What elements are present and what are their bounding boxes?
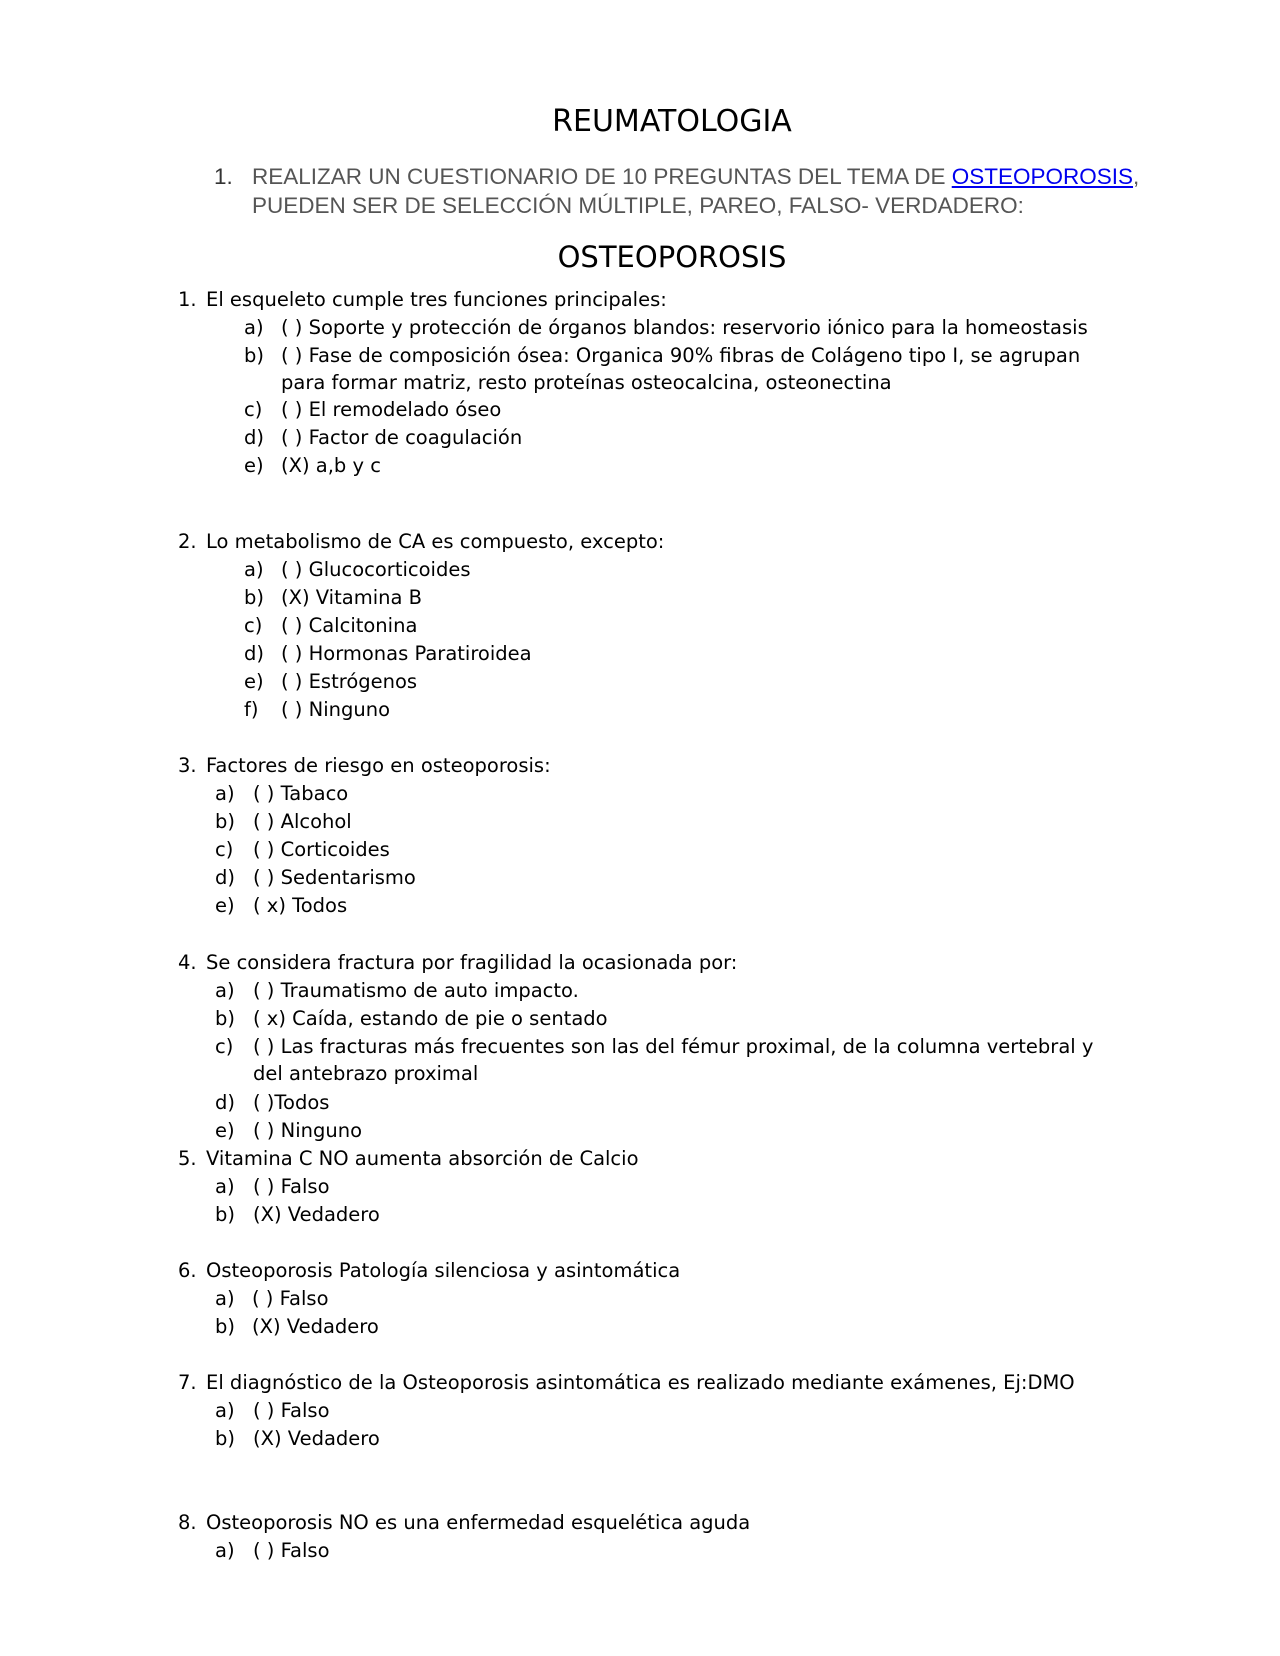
option-text: ( x) Caída, estando de pie o sentado bbox=[253, 1007, 608, 1030]
option-text: ( ) Falso bbox=[253, 1399, 330, 1422]
option-text: ( ) Hormonas Paratiroidea bbox=[281, 642, 532, 665]
option-text: ( ) Ninguno bbox=[281, 698, 391, 721]
question-number: 5. bbox=[178, 1147, 197, 1170]
option-letter: d) bbox=[215, 1091, 235, 1114]
option-letter: e) bbox=[215, 1119, 235, 1142]
option-letter: a) bbox=[244, 558, 264, 581]
question-text: Se considera fractura por fragilidad la ocasionada por: bbox=[206, 951, 738, 974]
option-text: ( ) Sedentarismo bbox=[253, 866, 416, 889]
option-letter: e) bbox=[244, 454, 264, 477]
option-text: (X) Vitamina B bbox=[281, 586, 422, 609]
option-text: (X) Vedadero bbox=[253, 1427, 380, 1450]
option-letter: a) bbox=[244, 316, 264, 339]
option-text: ( ) Falso bbox=[253, 1539, 330, 1562]
question-number: 4. bbox=[178, 951, 197, 974]
question-number: 8. bbox=[178, 1511, 197, 1534]
option-letter: a) bbox=[215, 1175, 235, 1198]
option-letter: b) bbox=[244, 586, 264, 609]
option-text: ( ) Corticoides bbox=[253, 838, 390, 861]
option-letter: c) bbox=[215, 1035, 234, 1058]
instruction-before-link: REALIZAR UN CUESTIONARIO DE 10 PREGUNTAS DEL TEMA DE bbox=[252, 164, 952, 189]
option-text: ( ) Falso bbox=[253, 1175, 330, 1198]
option-letter: d) bbox=[244, 642, 264, 665]
option-text: ( x) Todos bbox=[253, 894, 348, 917]
option-letter: e) bbox=[244, 670, 264, 693]
osteoporosis-link[interactable]: OSTEOPOROSIS bbox=[951, 164, 1134, 189]
question-text: Factores de riesgo en osteoporosis: bbox=[206, 754, 551, 777]
option-text: ( ) Ninguno bbox=[253, 1119, 363, 1142]
option-text: (X) Vedadero bbox=[252, 1315, 379, 1338]
option-text: ( ) Soporte y protección de órganos blandos: reservorio iónico para la homeostasis bbox=[281, 316, 1088, 339]
option-text: (X) a,b y c bbox=[281, 454, 381, 477]
option-letter: e) bbox=[215, 894, 235, 917]
instruction bbox=[214, 162, 1174, 220]
option-text: ( ) Fase de composición ósea: Organica 90% fibras de Colágeno tipo I, se agrupan para formar matriz, resto proteínas osteocalcina, osteonectina bbox=[281, 344, 1081, 394]
option-text: ( ) Alcohol bbox=[253, 810, 352, 833]
option-letter: a) bbox=[215, 1287, 235, 1310]
question-text: Vitamina C NO aumenta absorción de Calcio bbox=[206, 1147, 639, 1170]
option-letter: a) bbox=[215, 1399, 235, 1422]
option-letter: c) bbox=[244, 398, 263, 421]
option-text: ( ) Las fracturas más frecuentes son las del fémur proximal, de la columna vertebral y del antebrazo proximal bbox=[253, 1035, 1094, 1085]
option-letter: b) bbox=[215, 1427, 235, 1450]
question-text: Lo metabolismo de CA es compuesto, excepto: bbox=[206, 530, 665, 553]
option-text: ( ) Glucocorticoides bbox=[281, 558, 471, 581]
option-text: ( ) Traumatismo de auto impacto. bbox=[253, 979, 579, 1002]
option-letter: a) bbox=[215, 1539, 235, 1562]
option-letter: a) bbox=[215, 782, 235, 805]
option-text: ( ) El remodelado óseo bbox=[281, 398, 502, 421]
option-text: (X) Vedadero bbox=[253, 1203, 380, 1226]
option-letter: b) bbox=[215, 1203, 235, 1226]
section-title: OSTEOPOROSIS bbox=[557, 240, 787, 274]
page-title: REUMATOLOGIA bbox=[552, 104, 792, 139]
question-number: 1. bbox=[178, 288, 197, 311]
option-letter: b) bbox=[215, 1007, 235, 1030]
option-letter: c) bbox=[244, 614, 263, 637]
option-text: ( ) Calcitonina bbox=[281, 614, 418, 637]
option-letter: b) bbox=[215, 810, 235, 833]
question-number: 7. bbox=[178, 1371, 197, 1394]
option-letter: f) bbox=[244, 698, 259, 721]
option-text: ( )Todos bbox=[253, 1091, 330, 1114]
instruction-number: 1. bbox=[214, 164, 233, 189]
instruction-after-link: , PUEDEN SER DE SELECCIÓN MÚLTIPLE, PAREO, FALSO- VERDADERO: bbox=[252, 164, 1140, 218]
option-letter: c) bbox=[215, 838, 234, 861]
question-text: El diagnóstico de la Osteoporosis asintomática es realizado mediante exámenes, Ej:DMO bbox=[206, 1371, 1075, 1394]
option-letter: a) bbox=[215, 979, 235, 1002]
question-number: 6. bbox=[178, 1259, 197, 1282]
question-number: 3. bbox=[178, 754, 197, 777]
question-text: El esqueleto cumple tres funciones principales: bbox=[206, 288, 667, 311]
option-text: ( ) Estrógenos bbox=[281, 670, 418, 693]
instruction-text bbox=[252, 162, 1174, 220]
option-letter: b) bbox=[215, 1315, 235, 1338]
question-text: Osteoporosis Patología silenciosa y asintomática bbox=[206, 1259, 681, 1282]
question-number: 2. bbox=[178, 530, 197, 553]
question-text: Osteoporosis NO es una enfermedad esquelética aguda bbox=[206, 1511, 751, 1534]
option-letter: d) bbox=[244, 426, 264, 449]
option-text: ( ) Tabaco bbox=[253, 782, 349, 805]
option-letter: d) bbox=[215, 866, 235, 889]
option-text: ( ) Factor de coagulación bbox=[281, 426, 523, 449]
option-text: ( ) Falso bbox=[252, 1287, 329, 1310]
option-letter: b) bbox=[244, 344, 264, 367]
